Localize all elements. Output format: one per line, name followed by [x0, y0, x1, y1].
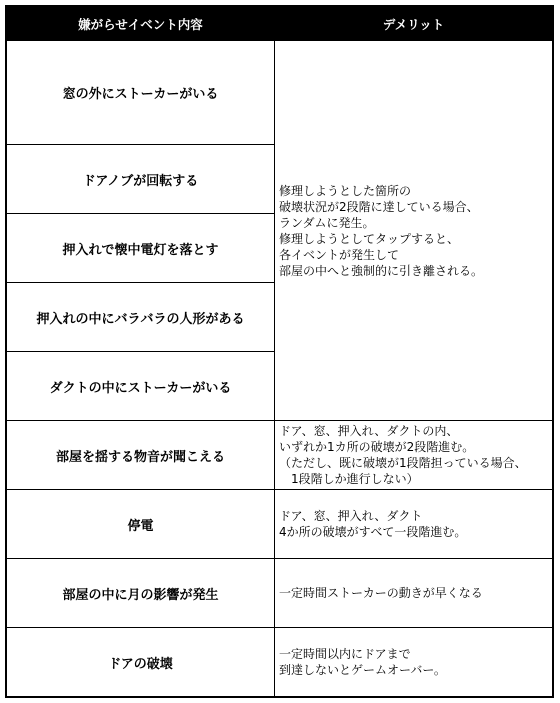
demerit-line: ドア、窓、押入れ、ダクト [279, 509, 423, 523]
event-cell: ドアノブが回転する [6, 145, 275, 214]
event-table [5, 5, 554, 698]
demerit-line: 破壊状況が2段階に達している場合、 [279, 199, 479, 214]
table-row [6, 628, 553, 698]
demerit-line: （ただし、既に破壊が1段階担っている場合、 [279, 456, 527, 470]
demerit-line: 1段階しか進行しない） [279, 472, 419, 486]
demerit-cell-blackout [275, 490, 554, 559]
demerit-line: いずれか1カ所の破壊が2段階進む。 [279, 440, 475, 454]
demerit-cell-door [275, 628, 554, 698]
demerit-line: 一定時間ストーカーの動きが早くなる [279, 586, 483, 600]
demerit-cell-group1 [275, 41, 554, 421]
event-cell: ダクトの中にストーカーがいる [6, 352, 275, 421]
demerit-line: ランダムに発生。 [279, 215, 375, 230]
table-row [6, 559, 553, 628]
event-cell: 部屋の中に月の影響が発生 [6, 559, 275, 628]
table-row [6, 421, 553, 490]
demerit-line: 修理しようとしてタップすると、 [279, 231, 460, 246]
demerit-line: 一定時間以内にドアまで [279, 647, 411, 661]
event-cell: 部屋を揺する物音が聞こえる [6, 421, 275, 490]
table-row [6, 490, 553, 559]
demerit-line: 到達しないとゲームオーバー。 [279, 663, 446, 677]
demerit-cell-noise [275, 421, 554, 490]
table-header-row [6, 6, 553, 41]
demerit-line: 4か所の破壊がすべて一段階進む。 [279, 525, 467, 539]
event-cell: ドアの破壊 [6, 628, 275, 698]
demerit-line: 部屋の中へと強制的に引き離される。 [279, 263, 484, 278]
demerit-line: 修理しようとした箇所の [279, 183, 412, 198]
header-event: 嫌がらせイベント内容 [6, 6, 275, 41]
table-row [6, 41, 553, 145]
event-cell: 窓の外にストーカーがいる [6, 41, 275, 145]
demerit-line: ドア、窓、押入れ、ダクトの内、 [279, 424, 459, 438]
demerit-cell-moon [275, 559, 554, 628]
event-cell: 停電 [6, 490, 275, 559]
header-demerit: デメリット [275, 6, 554, 41]
demerit-line: 各イベントが発生して [279, 247, 400, 262]
event-cell: 押入れで懐中電灯を落とす [6, 214, 275, 283]
event-cell: 押入れの中にバラバラの人形がある [6, 283, 275, 352]
